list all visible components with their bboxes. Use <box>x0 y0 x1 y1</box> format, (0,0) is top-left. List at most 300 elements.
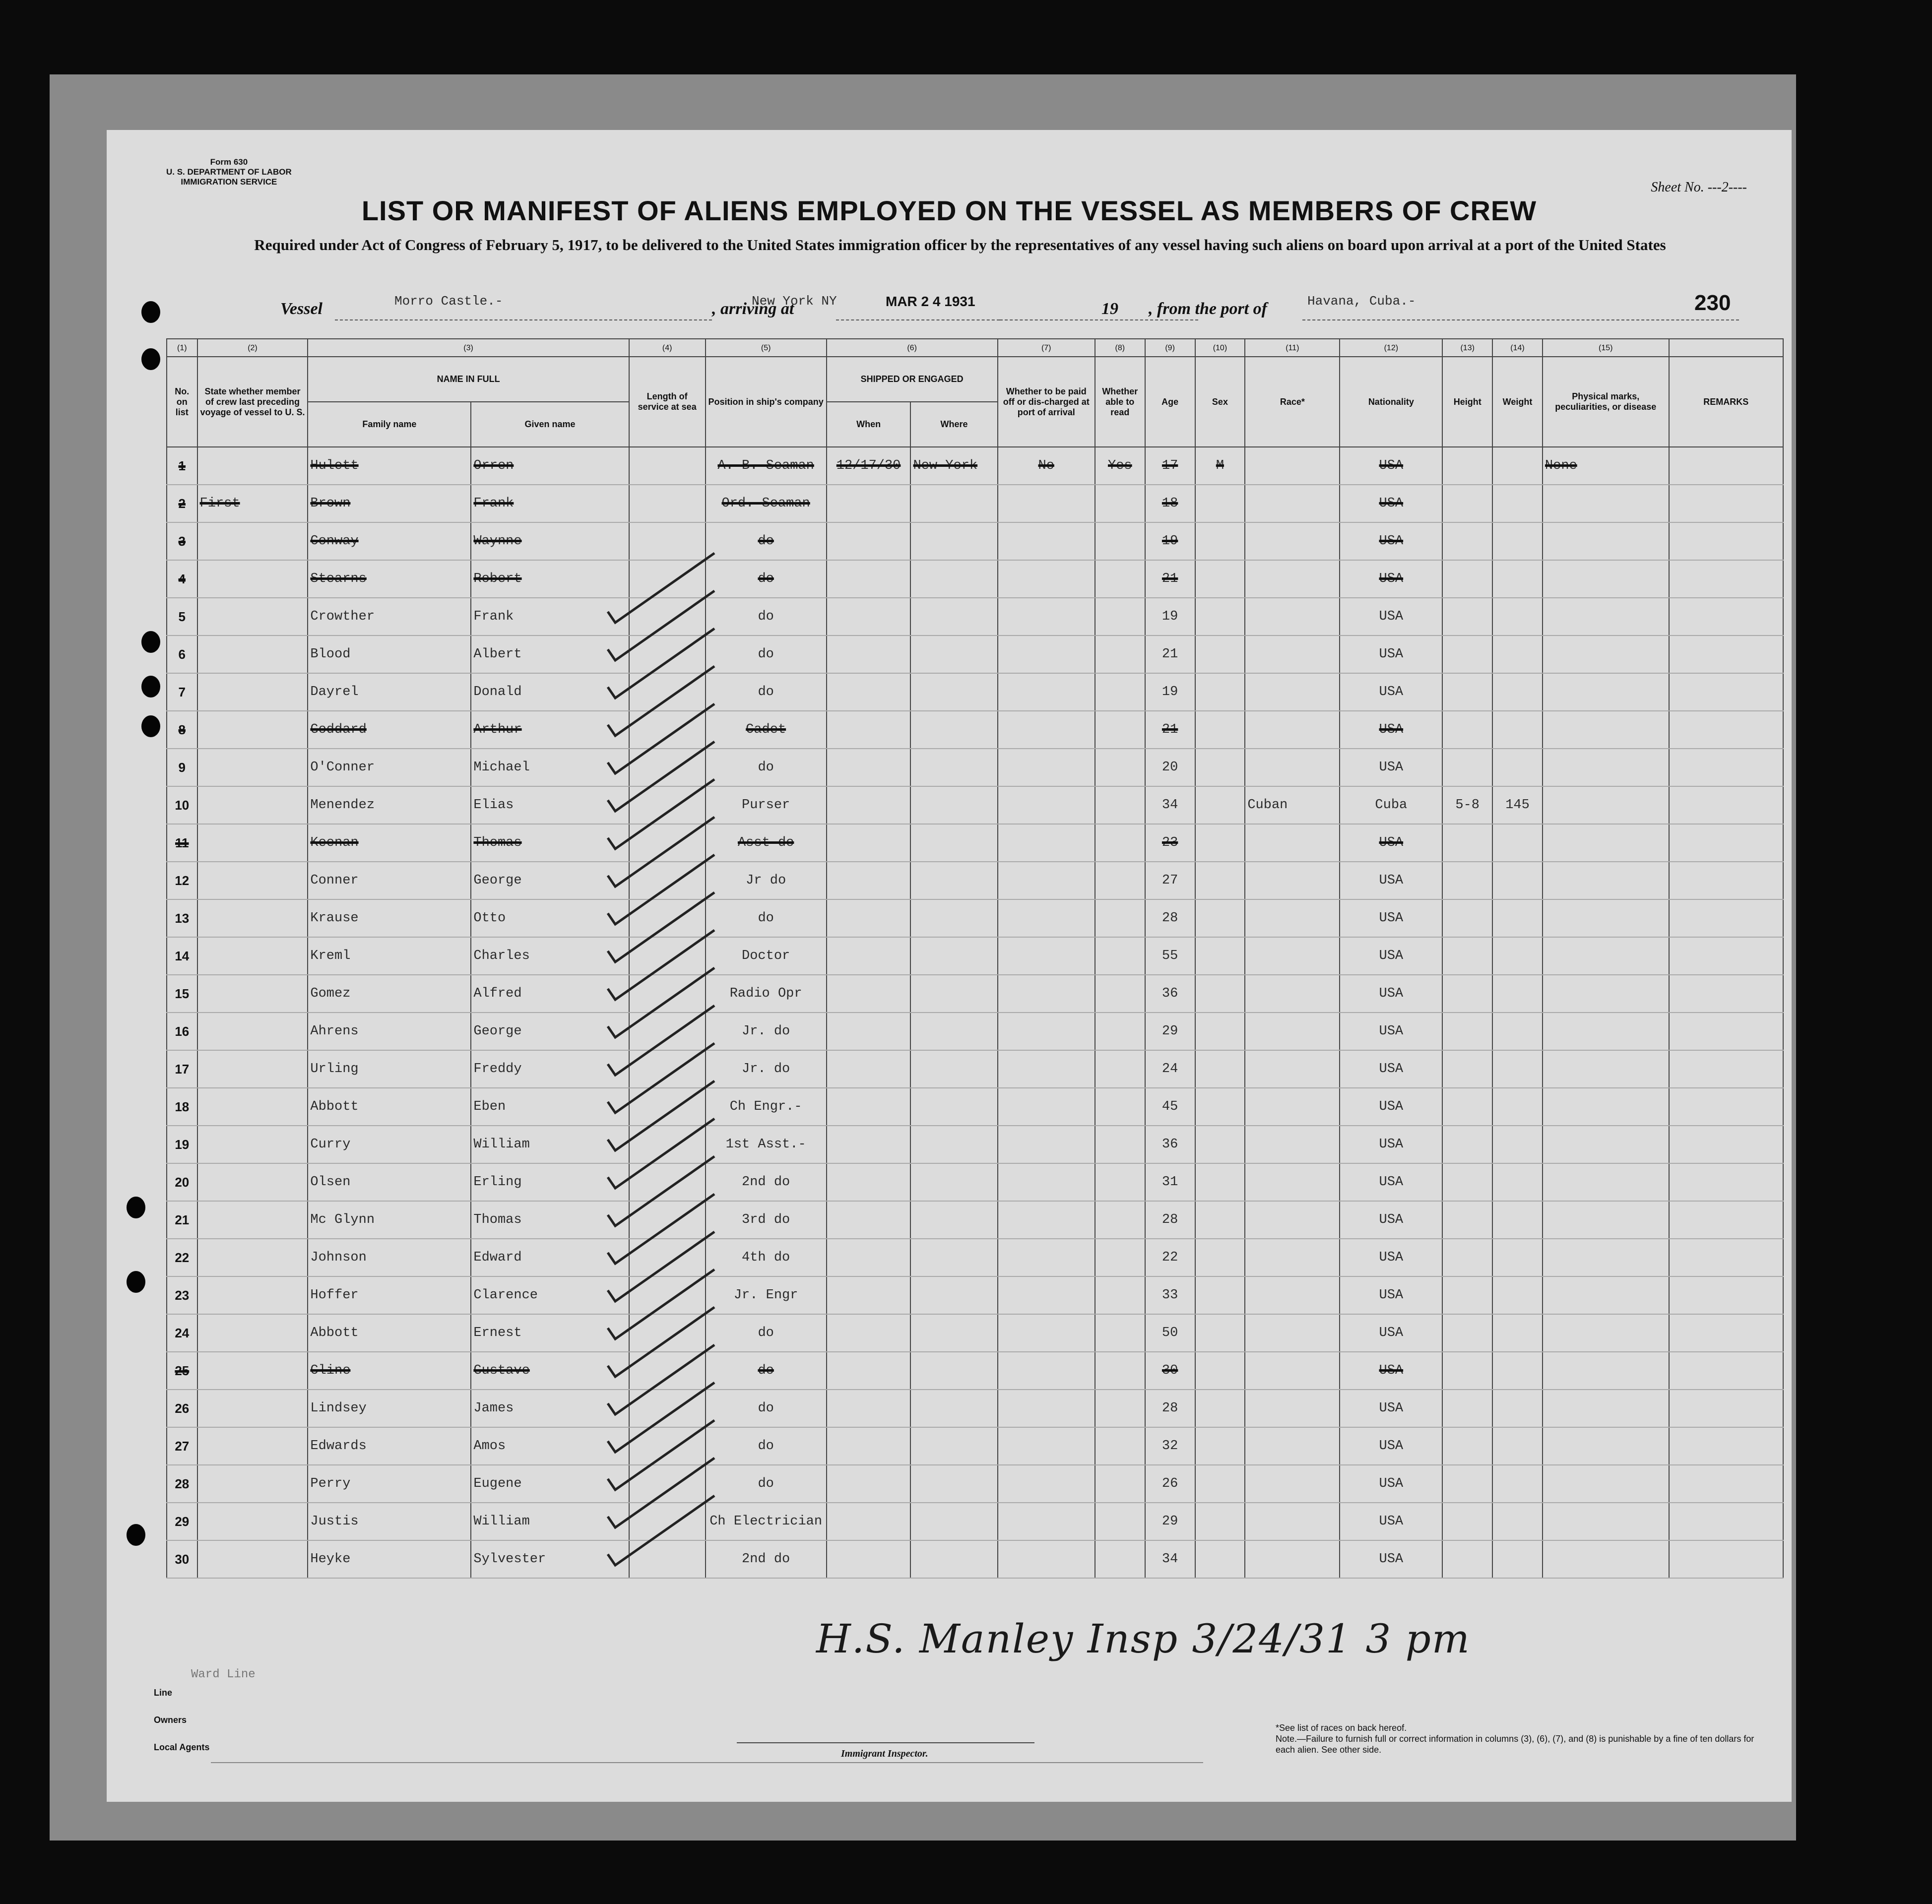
physical-marks-cell <box>1543 1540 1669 1578</box>
shipped-when-cell <box>827 975 911 1013</box>
race-cell <box>1245 1503 1340 1540</box>
family-name-cell: Goddard <box>308 711 471 749</box>
col-num: (1) <box>167 339 197 357</box>
position-cell: Jr. do <box>706 1013 827 1050</box>
paid-off-cell: No <box>998 447 1095 485</box>
remarks-cell <box>1669 1427 1783 1465</box>
paid-off-cell <box>998 598 1095 635</box>
row-number-cell: 10 <box>167 786 197 824</box>
position-cell: Radio Opr <box>706 975 827 1013</box>
able-to-read-cell <box>1095 1050 1145 1088</box>
paid-off-cell <box>998 1050 1095 1088</box>
age-cell: 20 <box>1145 749 1195 786</box>
shipped-when-cell <box>827 1352 911 1390</box>
remarks-cell <box>1669 1390 1783 1427</box>
header-weight: Weight <box>1492 357 1543 447</box>
shipped-when-cell <box>827 749 911 786</box>
remarks-cell <box>1669 975 1783 1013</box>
weight-cell <box>1492 522 1543 560</box>
position-cell: Asst do <box>706 824 827 862</box>
nationality-cell: USA <box>1340 1540 1442 1578</box>
position-cell: do <box>706 560 827 598</box>
height-cell <box>1442 899 1492 937</box>
nationality-cell: USA <box>1340 1465 1442 1503</box>
physical-marks-cell <box>1543 522 1669 560</box>
height-cell <box>1442 1126 1492 1163</box>
position-cell: Cadet <box>706 711 827 749</box>
able-to-read-cell <box>1095 1088 1145 1126</box>
remarks-cell <box>1669 1201 1783 1239</box>
weight-cell <box>1492 1427 1543 1465</box>
remarks-cell <box>1669 1088 1783 1126</box>
table-row <box>167 1013 1783 1050</box>
shipped-when-cell <box>827 1088 911 1126</box>
length-of-service-cell <box>629 1276 706 1314</box>
able-to-read-cell <box>1095 711 1145 749</box>
length-of-service-cell <box>629 749 706 786</box>
nationality-cell: Cuba <box>1340 786 1442 824</box>
remarks-cell <box>1669 1013 1783 1050</box>
age-cell: 21 <box>1145 635 1195 673</box>
physical-marks-cell <box>1543 1163 1669 1201</box>
inspector-signature: H.S. Manley Insp 3/24/31 3 pm <box>816 1616 1471 1662</box>
given-name-cell: Michael <box>471 749 629 786</box>
remarks-cell <box>1669 1465 1783 1503</box>
arriving-underline <box>836 319 1000 320</box>
remarks-cell <box>1669 1163 1783 1201</box>
row-number-cell: 28 <box>167 1465 197 1503</box>
shipped-where-cell <box>910 635 997 673</box>
family-name-cell: Hoffer <box>308 1276 471 1314</box>
nationality-cell: USA <box>1340 749 1442 786</box>
sex-cell <box>1195 862 1245 899</box>
race-cell <box>1245 560 1340 598</box>
height-cell <box>1442 1013 1492 1050</box>
race-cell <box>1245 824 1340 862</box>
table-row <box>167 598 1783 635</box>
sex-cell <box>1195 1201 1245 1239</box>
position-cell: Jr. Engr <box>706 1276 827 1314</box>
col-num: (13) <box>1442 339 1492 357</box>
weight-cell <box>1492 598 1543 635</box>
date-stamp: MAR 2 4 1931 <box>886 294 975 309</box>
height-cell <box>1442 673 1492 711</box>
length-of-service-cell <box>629 1239 706 1276</box>
given-name-cell: Eugene <box>471 1465 629 1503</box>
race-cell <box>1245 1314 1340 1352</box>
family-name-cell: Hulett <box>308 447 471 485</box>
age-cell: 29 <box>1145 1013 1195 1050</box>
race-cell <box>1245 635 1340 673</box>
table-row <box>167 862 1783 899</box>
state-whether-cell <box>197 711 308 749</box>
nationality-cell: USA <box>1340 635 1442 673</box>
state-whether-cell <box>197 560 308 598</box>
row-number-cell: 24 <box>167 1314 197 1352</box>
race-cell <box>1245 1276 1340 1314</box>
shipped-where-cell <box>910 1126 997 1163</box>
shipped-where-cell <box>910 1050 997 1088</box>
height-cell <box>1442 1540 1492 1578</box>
given-name-cell: Frank <box>471 598 629 635</box>
able-to-read-cell <box>1095 1276 1145 1314</box>
height-cell <box>1442 1314 1492 1352</box>
age-cell: 19 <box>1145 522 1195 560</box>
sheet-number-value: ---2---- <box>1707 180 1747 195</box>
given-name-cell: Gustave <box>471 1352 629 1390</box>
state-whether-cell <box>197 1163 308 1201</box>
row-number-cell: 21 <box>167 1201 197 1239</box>
header-age: Age <box>1145 357 1195 447</box>
state-whether-cell <box>197 1050 308 1088</box>
row-number-cell: 30 <box>167 1540 197 1578</box>
from-port-underline <box>1302 319 1739 320</box>
date-underline <box>1000 319 1198 320</box>
physical-marks-cell <box>1543 635 1669 673</box>
shipped-where-cell <box>910 598 997 635</box>
col-num: (3) <box>308 339 629 357</box>
weight-cell: 145 <box>1492 786 1543 824</box>
header-where: Where <box>910 402 997 447</box>
physical-marks-cell <box>1543 560 1669 598</box>
form-id-block <box>166 157 292 187</box>
state-whether-cell <box>197 1276 308 1314</box>
service-label: IMMIGRATION SERVICE <box>181 177 277 187</box>
age-cell: 50 <box>1145 1314 1195 1352</box>
paid-off-cell <box>998 711 1095 749</box>
race-cell <box>1245 862 1340 899</box>
weight-cell <box>1492 1276 1543 1314</box>
header-shipped-or-engaged: SHIPPED OR ENGAGED <box>827 357 998 402</box>
sex-cell <box>1195 1239 1245 1276</box>
given-name-cell: Arthur <box>471 711 629 749</box>
table-row <box>167 635 1783 673</box>
family-name-cell: Stearns <box>308 560 471 598</box>
age-cell: 33 <box>1145 1276 1195 1314</box>
state-whether-cell <box>197 1503 308 1540</box>
race-cell <box>1245 1013 1340 1050</box>
shipped-when-cell <box>827 485 911 522</box>
shipped-where-cell <box>910 1352 997 1390</box>
table-row <box>167 1465 1783 1503</box>
sex-cell <box>1195 1163 1245 1201</box>
age-cell: 29 <box>1145 1503 1195 1540</box>
state-whether-cell <box>197 899 308 937</box>
length-of-service-cell <box>629 899 706 937</box>
family-name-cell: Conway <box>308 522 471 560</box>
given-name-cell: Amos <box>471 1427 629 1465</box>
sex-cell <box>1195 749 1245 786</box>
physical-marks-cell <box>1543 1503 1669 1540</box>
shipped-where-cell <box>910 1201 997 1239</box>
nationality-cell: USA <box>1340 862 1442 899</box>
sex-cell <box>1195 560 1245 598</box>
remarks-cell <box>1669 1314 1783 1352</box>
able-to-read-cell <box>1095 1352 1145 1390</box>
length-of-service-cell <box>629 937 706 975</box>
race-cell <box>1245 1390 1340 1427</box>
row-number-cell: 27 <box>167 1427 197 1465</box>
paid-off-cell <box>998 1465 1095 1503</box>
shipped-when-cell: 12/17/30 <box>827 447 911 485</box>
table-header <box>167 339 1783 447</box>
weight-cell <box>1492 899 1543 937</box>
shipped-where-cell <box>910 522 997 560</box>
position-cell: do <box>706 522 827 560</box>
sex-cell <box>1195 635 1245 673</box>
table-row <box>167 1276 1783 1314</box>
sex-cell <box>1195 1503 1245 1540</box>
header-race: Race* <box>1245 357 1340 447</box>
length-of-service-cell <box>629 1013 706 1050</box>
able-to-read-cell <box>1095 975 1145 1013</box>
family-name-cell: Johnson <box>308 1239 471 1276</box>
length-of-service-cell <box>629 824 706 862</box>
physical-marks-cell <box>1543 1390 1669 1427</box>
height-cell <box>1442 1503 1492 1540</box>
manifest-sheet <box>107 130 1792 1802</box>
shipped-when-cell <box>827 1050 911 1088</box>
height-cell <box>1442 1050 1492 1088</box>
physical-marks-cell <box>1543 749 1669 786</box>
paid-off-cell <box>998 1126 1095 1163</box>
family-name-cell: Krause <box>308 899 471 937</box>
header-row <box>167 357 1783 402</box>
col-num: (12) <box>1340 339 1442 357</box>
shipped-when-cell <box>827 1239 911 1276</box>
shipped-when-cell <box>827 1465 911 1503</box>
age-cell: 18 <box>1145 485 1195 522</box>
weight-cell <box>1492 975 1543 1013</box>
row-number-cell: 22 <box>167 1239 197 1276</box>
shipped-where-cell: New York <box>910 447 997 485</box>
paid-off-cell <box>998 522 1095 560</box>
family-name-cell: Menendez <box>308 786 471 824</box>
shipped-where-cell <box>910 1427 997 1465</box>
length-of-service-cell <box>629 1390 706 1427</box>
shipped-when-cell <box>827 786 911 824</box>
remarks-cell <box>1669 522 1783 560</box>
col-num: (5) <box>706 339 827 357</box>
sex-cell <box>1195 485 1245 522</box>
position-cell: Jr do <box>706 862 827 899</box>
sex-cell <box>1195 975 1245 1013</box>
col-num: (14) <box>1492 339 1543 357</box>
table-row <box>167 975 1783 1013</box>
height-cell <box>1442 485 1492 522</box>
row-number-cell: 8 <box>167 711 197 749</box>
weight-cell <box>1492 1201 1543 1239</box>
state-whether-cell <box>197 635 308 673</box>
given-name-cell: Otto <box>471 899 629 937</box>
age-cell: 34 <box>1145 1540 1195 1578</box>
nationality-cell: USA <box>1340 1050 1442 1088</box>
family-name-cell: Heyke <box>308 1540 471 1578</box>
sheet-number-label: Sheet No. <box>1651 180 1704 195</box>
position-cell: A. B. Seaman <box>706 447 827 485</box>
given-name-cell: Alfred <box>471 975 629 1013</box>
row-number-cell: 16 <box>167 1013 197 1050</box>
family-name-cell: O'Conner <box>308 749 471 786</box>
header-no-on-list: No. on list <box>167 357 197 447</box>
shipped-when-cell <box>827 824 911 862</box>
height-cell <box>1442 1163 1492 1201</box>
paid-off-cell <box>998 1088 1095 1126</box>
shipped-when-cell <box>827 1390 911 1427</box>
state-whether-cell <box>197 1088 308 1126</box>
remarks-cell <box>1669 485 1783 522</box>
shipped-where-cell <box>910 937 997 975</box>
able-to-read-cell <box>1095 1314 1145 1352</box>
row-number-cell: 26 <box>167 1390 197 1427</box>
able-to-read-cell <box>1095 1126 1145 1163</box>
form-number: Form 630 <box>210 157 248 167</box>
state-whether-cell <box>197 1427 308 1465</box>
nationality-cell: USA <box>1340 1352 1442 1390</box>
age-cell: 28 <box>1145 1390 1195 1427</box>
shipped-when-cell <box>827 1427 911 1465</box>
state-whether-cell <box>197 673 308 711</box>
family-name-cell: Perry <box>308 1465 471 1503</box>
shipped-where-cell <box>910 1276 997 1314</box>
paid-off-cell <box>998 1352 1095 1390</box>
weight-cell <box>1492 1013 1543 1050</box>
physical-marks-cell <box>1543 485 1669 522</box>
paid-off-cell <box>998 937 1095 975</box>
state-whether-cell <box>197 862 308 899</box>
able-to-read-cell <box>1095 1163 1145 1201</box>
header-state-whether: State whether member of crew last preceding voyage of vessel to U. S. <box>197 357 308 447</box>
able-to-read-cell <box>1095 937 1145 975</box>
col-num: (6) <box>827 339 998 357</box>
paid-off-cell <box>998 1540 1095 1578</box>
length-of-service-cell <box>629 1465 706 1503</box>
sex-cell <box>1195 598 1245 635</box>
physical-marks-cell <box>1543 1239 1669 1276</box>
given-name-cell: Ernest <box>471 1314 629 1352</box>
header-name-in-full: NAME IN FULL <box>308 357 629 402</box>
row-number-cell: 13 <box>167 899 197 937</box>
table-row <box>167 1088 1783 1126</box>
shipped-when-cell <box>827 1276 911 1314</box>
paid-off-cell <box>998 1276 1095 1314</box>
remarks-cell <box>1669 899 1783 937</box>
weight-cell <box>1492 447 1543 485</box>
state-whether-cell <box>197 1239 308 1276</box>
race-cell <box>1245 1540 1340 1578</box>
state-whether-cell <box>197 1201 308 1239</box>
race-cell <box>1245 749 1340 786</box>
remarks-cell <box>1669 447 1783 485</box>
sex-cell <box>1195 1276 1245 1314</box>
given-name-cell: William <box>471 1126 629 1163</box>
header-remarks: REMARKS <box>1669 357 1783 447</box>
remarks-cell <box>1669 1352 1783 1390</box>
nationality-cell: USA <box>1340 1201 1442 1239</box>
able-to-read-cell <box>1095 485 1145 522</box>
position-cell: do <box>706 1352 827 1390</box>
col-num: (8) <box>1095 339 1145 357</box>
header-height: Height <box>1442 357 1492 447</box>
given-name-cell: George <box>471 862 629 899</box>
races-note: *See list of races on back hereof. <box>1276 1723 1407 1733</box>
table-row <box>167 1390 1783 1427</box>
height-cell: 5-8 <box>1442 786 1492 824</box>
race-cell <box>1245 1163 1340 1201</box>
row-number-cell: 12 <box>167 862 197 899</box>
sex-cell <box>1195 1050 1245 1088</box>
height-cell <box>1442 1390 1492 1427</box>
header-when: When <box>827 402 911 447</box>
given-name-cell: James <box>471 1390 629 1427</box>
shipped-where-cell <box>910 1540 997 1578</box>
row-number-cell: 4 <box>167 560 197 598</box>
position-cell: do <box>706 1465 827 1503</box>
footer-rule <box>211 1762 1203 1763</box>
physical-marks-cell <box>1543 1050 1669 1088</box>
shipped-where-cell <box>910 749 997 786</box>
paid-off-cell <box>998 673 1095 711</box>
footer-owners-label: Owners <box>154 1715 187 1725</box>
punch-hole <box>141 676 160 698</box>
table-row <box>167 522 1783 560</box>
height-cell <box>1442 560 1492 598</box>
nationality-cell: USA <box>1340 1390 1442 1427</box>
physical-marks-cell <box>1543 598 1669 635</box>
inspector-signature-line <box>737 1742 1034 1743</box>
row-number-cell: 5 <box>167 598 197 635</box>
col-num: (10) <box>1195 339 1245 357</box>
height-cell <box>1442 598 1492 635</box>
table-row <box>167 1126 1783 1163</box>
weight-cell <box>1492 1390 1543 1427</box>
physical-marks-cell <box>1543 937 1669 975</box>
given-name-cell: Donald <box>471 673 629 711</box>
table-row <box>167 447 1783 485</box>
row-number-cell: 6 <box>167 635 197 673</box>
age-cell: 22 <box>1145 1239 1195 1276</box>
header-length-of-service: Length of service at sea <box>629 357 706 447</box>
able-to-read-cell <box>1095 673 1145 711</box>
physical-marks-cell <box>1543 786 1669 824</box>
length-of-service-cell <box>629 975 706 1013</box>
physical-marks-cell <box>1543 899 1669 937</box>
sex-cell <box>1195 1352 1245 1390</box>
paid-off-cell <box>998 975 1095 1013</box>
height-cell <box>1442 447 1492 485</box>
shipped-where-cell <box>910 1314 997 1352</box>
penalty-note: Note.—Failure to furnish full or correct information in columns (3), (6), (7), and (8) is punishable by a fine of ten dollars for each alien. See other side. <box>1276 1734 1754 1755</box>
given-name-cell: Erling <box>471 1163 629 1201</box>
nationality-cell: USA <box>1340 1239 1442 1276</box>
physical-marks-cell <box>1543 1352 1669 1390</box>
sheet-number <box>1651 180 1747 195</box>
remarks-cell <box>1669 937 1783 975</box>
header-family-name: Family name <box>308 402 471 447</box>
sex-cell <box>1195 937 1245 975</box>
able-to-read-cell <box>1095 749 1145 786</box>
row-number-cell: 1 <box>167 447 197 485</box>
shipped-where-cell <box>910 1088 997 1126</box>
family-name-cell: Crowther <box>308 598 471 635</box>
sex-cell <box>1195 786 1245 824</box>
col-num: (11) <box>1245 339 1340 357</box>
row-number-cell: 25 <box>167 1352 197 1390</box>
state-whether-cell <box>197 824 308 862</box>
race-cell <box>1245 598 1340 635</box>
physical-marks-cell <box>1543 975 1669 1013</box>
given-name-cell: Elias <box>471 786 629 824</box>
